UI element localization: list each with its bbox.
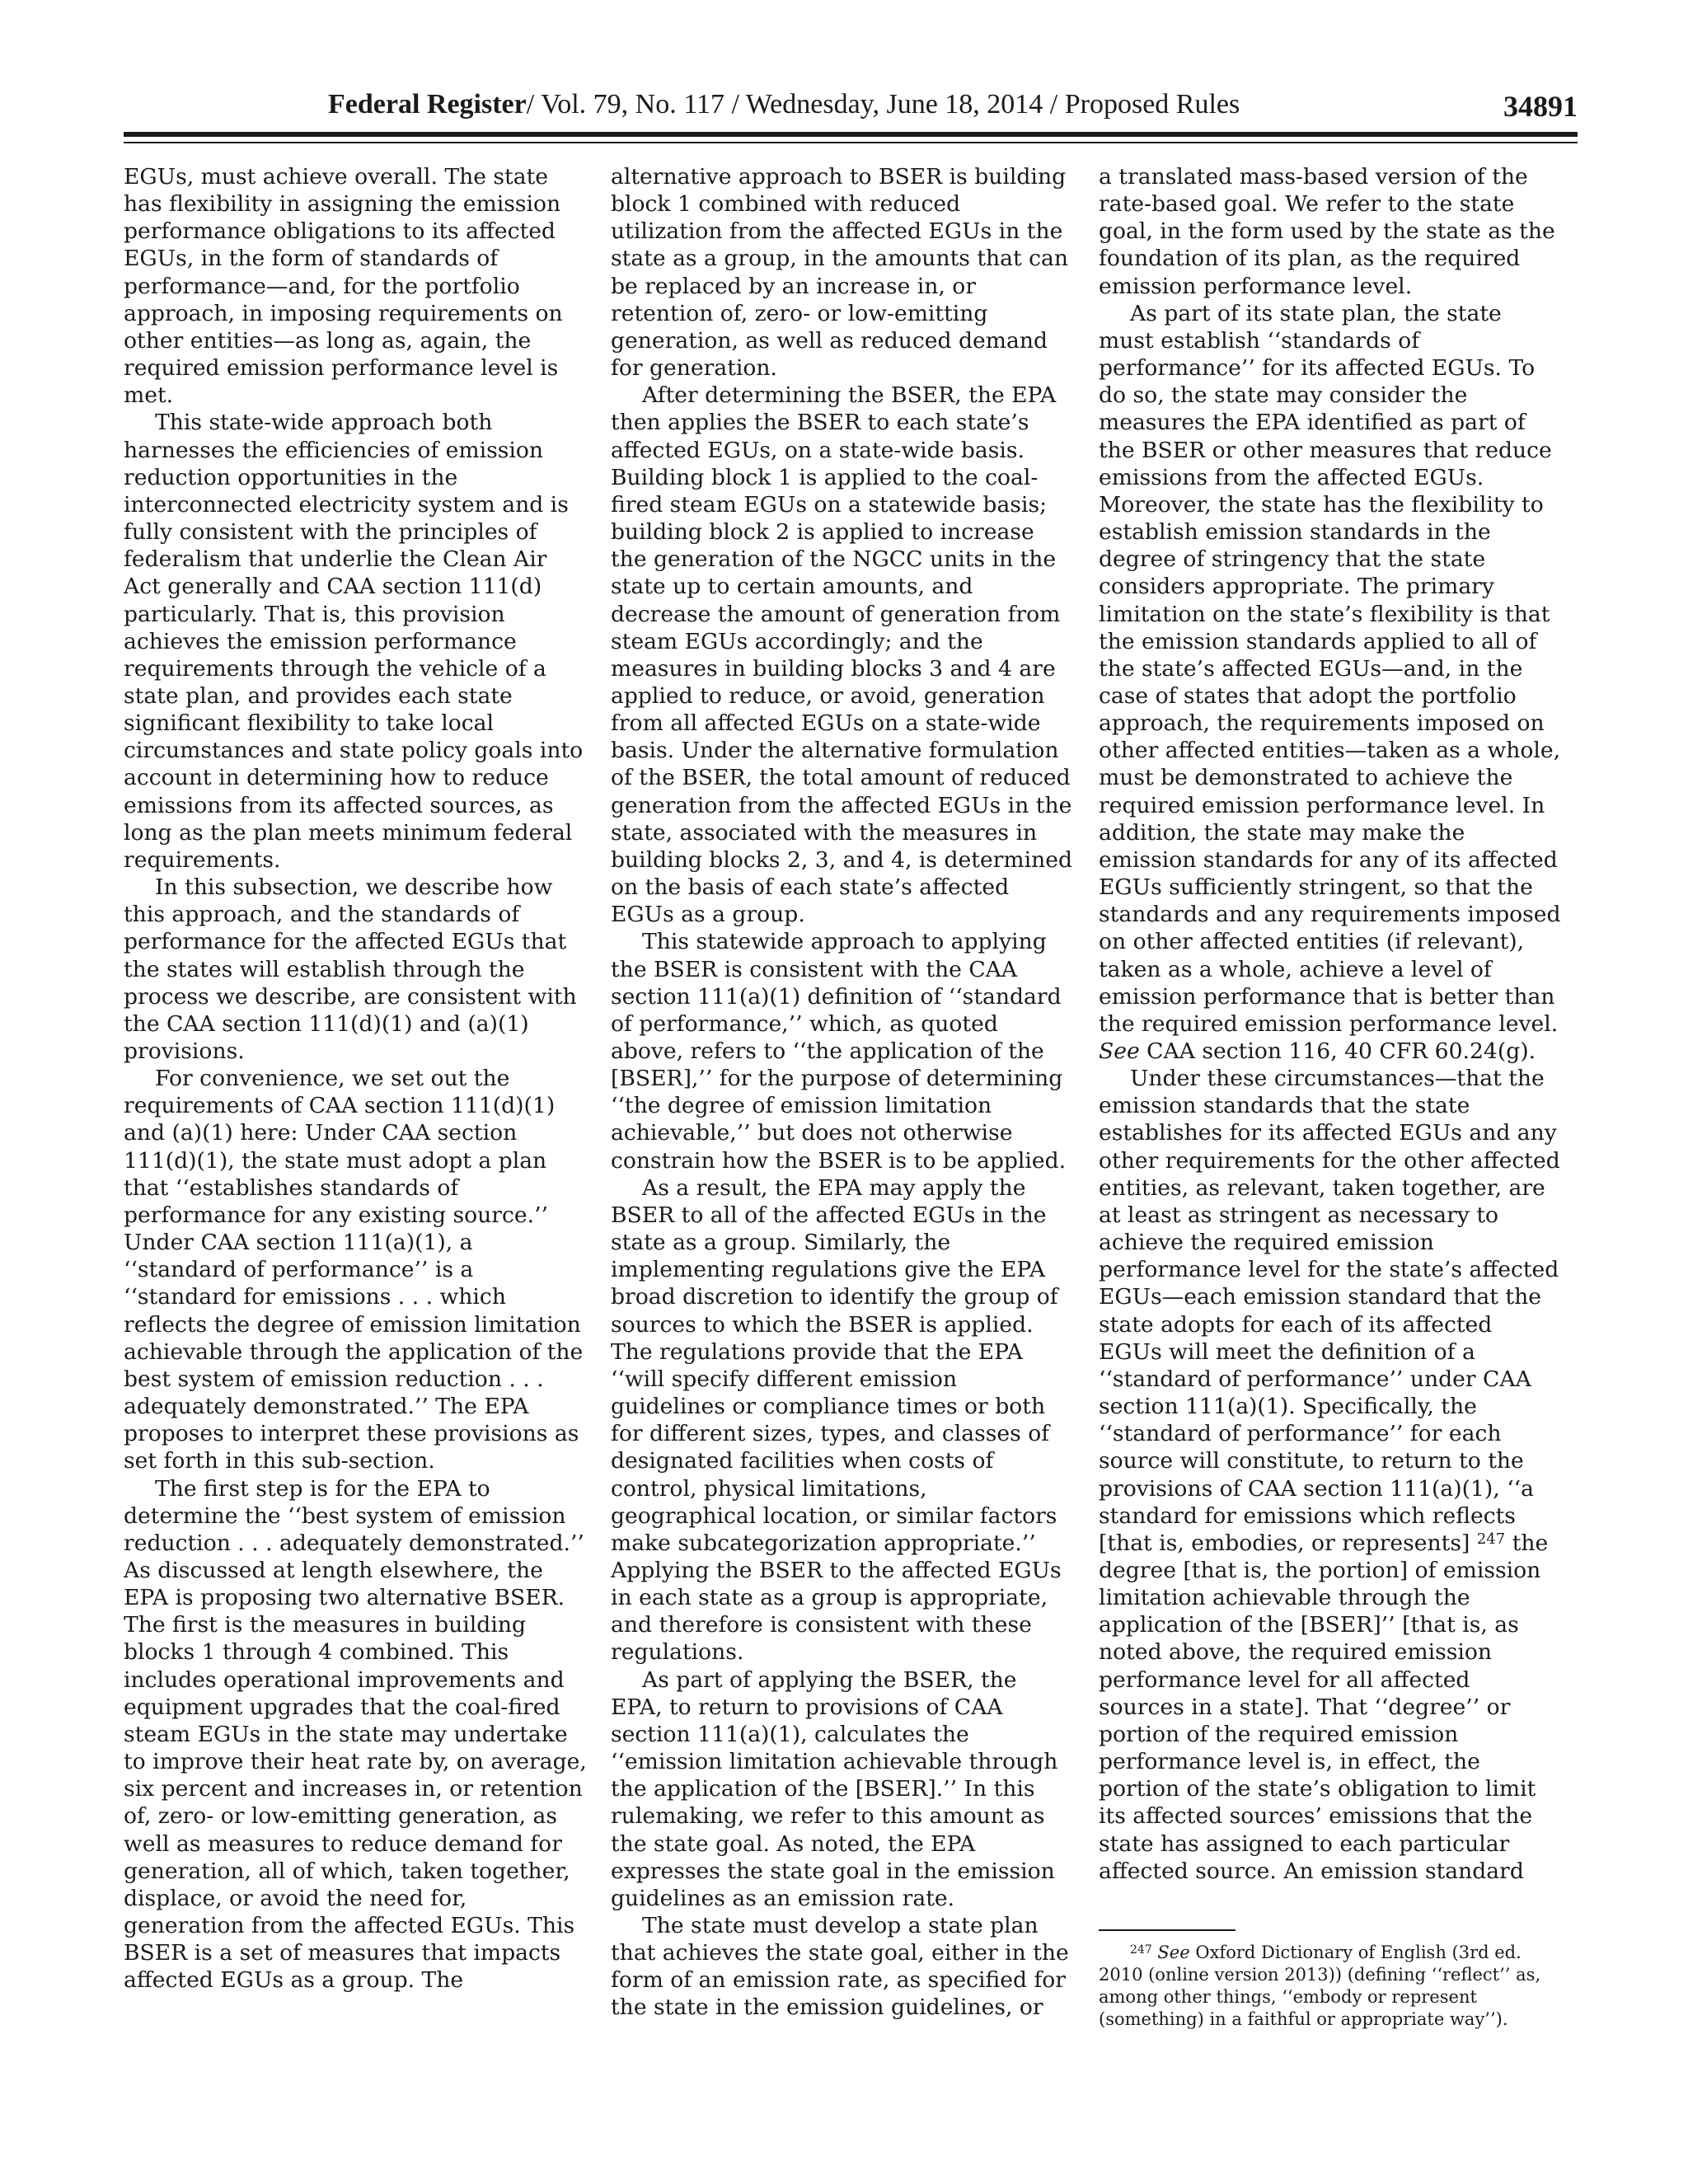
- footnote-text: Oxford Dictionary of English (3rd ed. 2010 (online version 2013)) (defining ‘‘reflect’’ as, among other things, ‘‘embody or represent (something) in a faithful or appropriate way’’).: [1099, 1943, 1541, 2029]
- paragraph: As part of applying the BSER, the EPA, to return to provisions of CAA section 111(a)(1), calculates the ‘‘emission limitation achievable through the application of the [BSER].’’ In this rulemaking, we refer to this amount as the state goal. As noted, the EPA expresses the state goal in the emission guidelines as an emission rate.: [611, 1666, 1058, 1911]
- text-column-1: [124, 163, 587, 1994]
- publication-name: Federal Register: [328, 89, 527, 120]
- paragraph: [1099, 300, 1562, 1065]
- paragraph: For convenience, we set out the requirements of CAA section 111(d)(1) and (a)(1) here: Under CAA section 111(d)(1), the state must adopt a plan that ‘‘establishes standards of performance for any existing source.’’ Under CAA section 111(a)(1), a ‘‘standard of performance’’ is a ‘‘standard for emissions . . . which reflects the degree of emission limitation achievable through the application of the best system of emission reduction . . . adequately demonstrated.’’ The EPA proposes to interpret these provisions as set forth in this sub-section.: [124, 1066, 584, 1474]
- see-signal: See: [1099, 1038, 1140, 1064]
- paragraph: alternative approach to BSER is building block 1 combined with reduced utilization from the affected EGUs in the state as a group, in the amounts that can be replaced by an increase in, or retention of, zero- or low-emitting generation, as well as reduced demand for generation.: [611, 164, 1069, 382]
- paragraph: a translated mass-based version of the rate-based goal. We refer to the state goal, in the form used by the state as the foundation of its plan, as the required emission performance level.: [1099, 164, 1555, 299]
- page-number: 34891: [1503, 90, 1578, 123]
- citation: CAA section 116, 40 CFR 60.24(g).: [1146, 1038, 1536, 1064]
- paragraph: EGUs, must achieve overall. The state has flexibility in assigning the emission performance obligations to its affected EGUs, in the form of standards of performance—and, for the portfolio approach, in imposing requirements on other entities—as long as, again, the required emission performance level is met.: [124, 164, 563, 409]
- page-header: [124, 89, 1578, 122]
- footnote-see-signal: See: [1157, 1943, 1190, 1962]
- paragraph: This statewide approach to applying the BSER is consistent with the CAA section 111(a)(1) definition of ‘‘standard of performance,’’ which, as quoted above, refers to ‘‘the application of the [BSER],’’ for the purpose of determining ‘‘the degree of emission limitation achievable,’’ but does not otherwise constrain how the BSER is to be applied.: [611, 929, 1067, 1174]
- header-rule-thin: [124, 142, 1578, 143]
- paragraph-text: As part of its state plan, the state must establish ‘‘standards of performance’’ for its affected EGUs. To do so, the state may consider the measures the EPA identified as part of the BSER or other measures that reduce emissions from the affected EGUs. Moreover, the state has the flexibility to establish emission standards in the degree of stringency that the state considers appropriate. The primary limitation on the state’s flexibility is that the emission standards applied to all of the state’s affected EGUs—and, in the case of states that adopt the portfolio approach, the requirements imposed on other affected entities—taken as a whole, must be demonstrated to achieve the required emission performance level. In addition, the state may make the emission standards for any of its affected EGUs sufficiently stringent, so that the standards and any requirements imposed on other affected entities (if relevant), taken as a whole, achieve a level of emission performance that is better than the required emission performance level.: [1099, 300, 1561, 1037]
- header-rule-thick: [124, 132, 1578, 137]
- paragraph: The state must develop a state plan that achieves the state goal, either in the form of an emission rate, as specified for the state in the emission guidelines, or: [611, 1913, 1069, 2021]
- paragraph: The first step is for the EPA to determine the ‘‘best system of emission reduction . . . adequately demonstrated.’’ As discussed at length elsewhere, the EPA is proposing two alternative BSER. The first is the measures in building blocks 1 through 4 combined. This includes operational improvements and equipment upgrades that the coal-fired steam EGUs in the state may undertake to improve their heat rate by, on average, six percent and increases in, or retention of, zero- or low-emitting generation, as well as measures to reduce demand for generation, all of which, taken together, displace, or avoid the need for, generation from the affected EGUs. This BSER is a set of measures that impacts affected EGUs as a group. The: [124, 1475, 587, 1994]
- footnote-number: 247: [1130, 1943, 1152, 1957]
- paragraph: As a result, the EPA may apply the BSER to all of the affected EGUs in the state as a group. Similarly, the implementing regulations give the EPA broad discretion to identify the group of sources to which the BSER is applied. The regulations provide that the EPA ‘‘will specify different emission guidelines or compliance times or both for different sizes, types, and classes of designated facilities when costs of control, physical limitations, geographical location, or similar factors make subcategorization appropriate.’’ Applying the BSER to the affected EGUs in each state as a group is appropriate, and therefore is consistent with these regulations.: [611, 1174, 1062, 1666]
- paragraph: In this subsection, we describe how this approach, and the standards of performance for the affected EGUs that the states will establish through the process we describe, are consistent with the CAA section 111(d)(1) and (a)(1) provisions.: [124, 874, 577, 1064]
- footnote-rule: [1099, 1929, 1236, 1931]
- paragraph: This state-wide approach both harnesses the efficiencies of emission reduction opportunities in the interconnected electricity system and is fully consistent with the principles of federalism that underlie the Clean Air Act generally and CAA section 111(d) particularly. That is, this provision achieves the emission performance requirements through the vehicle of a state plan, and provides each state significant flexibility to take local circumstances and state policy goals into account in determining how to reduce emissions from its affected sources, as long as the plan meets minimum federal requirements.: [124, 410, 584, 873]
- running-head: [328, 89, 1240, 120]
- paragraph-text: the degree [that is, the portion] of emission limitation achievable through the application of the [BSER]’’ [that is, as noted above, the required emission performance level for all affected sources in a state]. That ‘‘degree’’ or portion of the required emission performance level is, in effect, the portion of the state’s obligation to limit its affected sources’ emissions that the state has assigned to each particular affected source. An emission standard: [1099, 1530, 1549, 1884]
- issue-info: / Vol. 79, No. 117 / Wednesday, June 18, 2014 / Proposed Rules: [526, 89, 1240, 120]
- footnote-reference[interactable]: 247: [1476, 1530, 1506, 1548]
- text-column-2: [611, 163, 1074, 2022]
- paragraph: [1099, 1065, 1562, 1885]
- footnote: [1099, 1942, 1562, 2031]
- paragraph-text: Under these circumstances—that the emission standards that the state establishes for its affected EGUs and any other requirements for the other affected entities, as relevant, taken together, are at least as stringent as necessary to achieve the required emission performance level for the state’s affected EGUs—each emission standard that the state adopts for each of its affected EGUs will meet the definition of a ‘‘standard of performance’’ under CAA section 111(a)(1). Specifically, the ‘‘standard of performance’’ for each source will constitute, to return to the provisions of CAA section 111(a)(1), ‘‘a standard for emissions which reflects [that is, embodies, or represents]: [1099, 1066, 1560, 1556]
- paragraph: After determining the BSER, the EPA then applies the BSER to each state’s affected EGUs, on a state-wide basis. Building block 1 is applied to the coal-fired steam EGUs on a statewide basis; building block 2 is applied to increase the generation of the NGCC units in the state up to certain amounts, and decrease the amount of generation from steam EGUs accordingly; and the measures in building blocks 3 and 4 are applied to reduce, or avoid, generation from all affected EGUs on a state-wide basis. Under the alternative formulation of the BSER, the total amount of reduced generation from the affected EGUs in the state, associated with the measures in building blocks 2, 3, and 4, is determined on the basis of each state’s affected EGUs as a group.: [611, 382, 1073, 928]
- text-column-3: [1099, 163, 1562, 1885]
